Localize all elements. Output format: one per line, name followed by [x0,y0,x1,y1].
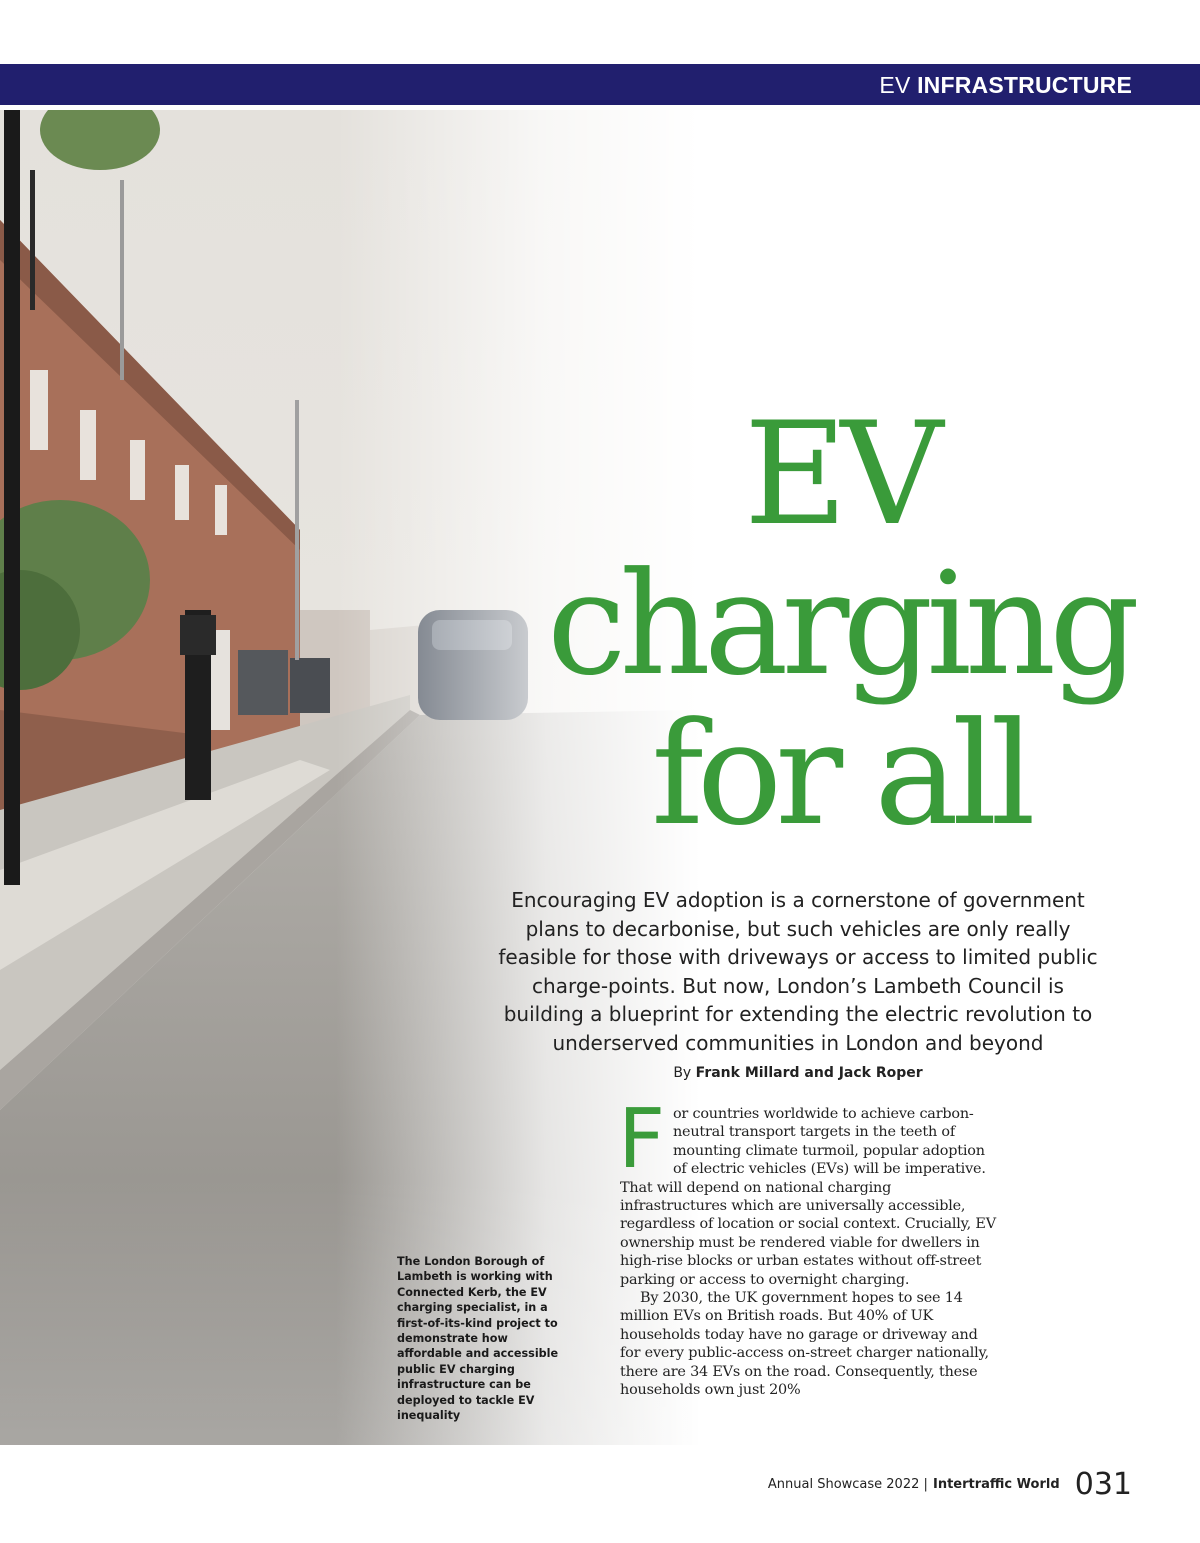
section-label-bold: INFRASTRUCTURE [917,72,1132,98]
headline-line-2: charging [546,542,1134,707]
headline-line-3: for all [651,692,1029,857]
article-body [618,1092,998,1400]
section-label-light: EV [879,72,911,98]
footer-publication: Annual Showcase 2022 | [767,1477,928,1492]
headline-line-1: EV [743,392,937,557]
footer-brand: Intertraffic World [932,1477,1060,1492]
byline-prefix: By [673,1065,692,1081]
headline [480,392,1200,857]
section-label [879,72,1132,99]
drop-cap: F [618,1092,665,1187]
byline-authors: Frank Millard and Jack Roper [695,1065,923,1081]
article-paragraph-1: or countries worldwide to achieve carbon-neutral transport targets in the teeth of mounting climate turmoil, popular adoption of electric vehicles (EVs) will be imperative. That will depend on national charging infrastructures which are universally accessible, regardless of location or social context. Crucially, EV ownership must be rendered viable for dwellers in high-rise blocks or urban estates without off-street parking or access to overnight charging. [620,1106,996,1288]
byline [560,1065,1036,1081]
photo-caption: The London Borough of Lambeth is working with Connected Kerb, the EV charging specialist, in a first-of-its-kind project to demonstrate how affordable and accessible public EV charging infrastructure can be deployed to tackle EV inequality [397,1255,559,1423]
page-footer [768,1467,1132,1502]
article-paragraph-2: By 2030, the UK government hopes to see 14 million EVs on British roads. But 40% of UK households today have no garage or driveway and for every public-access on-street charger nationally, there are 34 EVs on the road. Consequently, these households own just 20% [620,1290,989,1399]
page-number: 031 [1074,1467,1132,1502]
standfirst: Encouraging EV adoption is a cornerstone of government plans to decarbonise, but such vehicles are only really feasible for those with driveways or access to limited public charge-points. But now, London’s Lambeth Council is building a blueprint for extending the electric revolution to underserved communities in London and beyond [498,888,1098,1055]
